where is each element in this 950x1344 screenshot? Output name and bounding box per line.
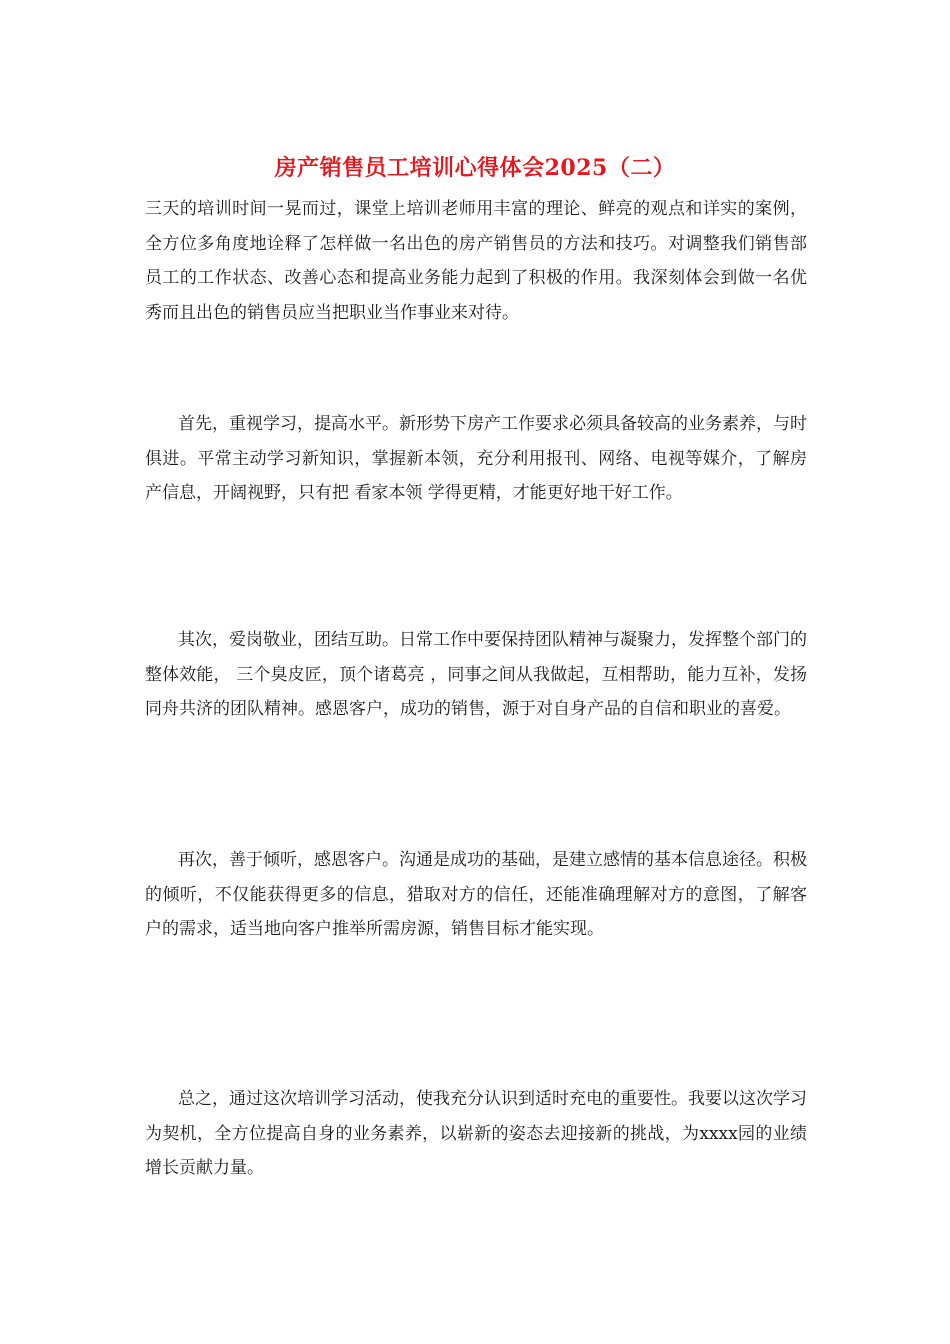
document-title: 房产销售员工培训心得体会2025（二） bbox=[274, 155, 676, 181]
paragraph-conclusion: 总之，通过这次培训学习活动，使我充分认识到适时充电的重要性。我要以这次学习为契机，全方位提高自身的业务素养，以崭新的姿态去迎接新的挑战，为xxxx园的业绩增长贡献力量。 bbox=[145, 1089, 807, 1178]
paragraph-third: 再次，善于倾听，感恩客户。沟通是成功的基础，是建立感情的基本信息途径。积极的倾听，不仅能获得更多的信息，猎取对方的信任，还能准确理解对方的意图，了解客户的需求，适当地向客户推举所需房源，销售目标才能实现。 bbox=[145, 850, 807, 939]
paragraph-second: 其次，爱岗敬业，团结互助。日常工作中要保持团队精神与凝聚力，发挥整个部门的整体效能， 三个臭皮匠，顶个诸葛亮 ，同事之间从我做起，互相帮助，能力互补，发扬同舟共济的团队精神。感恩客户，成功的销售，源于对自身产品的自信和职业的喜爱。 bbox=[145, 630, 807, 719]
paragraph-first: 首先，重视学习，提高水平。新形势下房产工作要求必须具备较高的业务素养，与时俱进。平常主动学习新知识，掌握新本领，充分利用报刊、网络、电视等媒介，了解房产信息，开阔视野，只有把 看家本领 学得更精，才能更好地干好工作。 bbox=[145, 414, 807, 503]
paragraph-intro: 三天的培训时间一晃而过，课堂上培训老师用丰富的理论、鲜亮的观点和详实的案例，全方位多角度地诠释了怎样做一名出色的房产销售员的方法和技巧。对调整我们销售部员工的工作状态、改善心态和提高业务能力起到了积极的作用。我深刻体会到做一名优秀而且出色的销售员应当把职业当作事业来对待。 bbox=[145, 199, 807, 323]
